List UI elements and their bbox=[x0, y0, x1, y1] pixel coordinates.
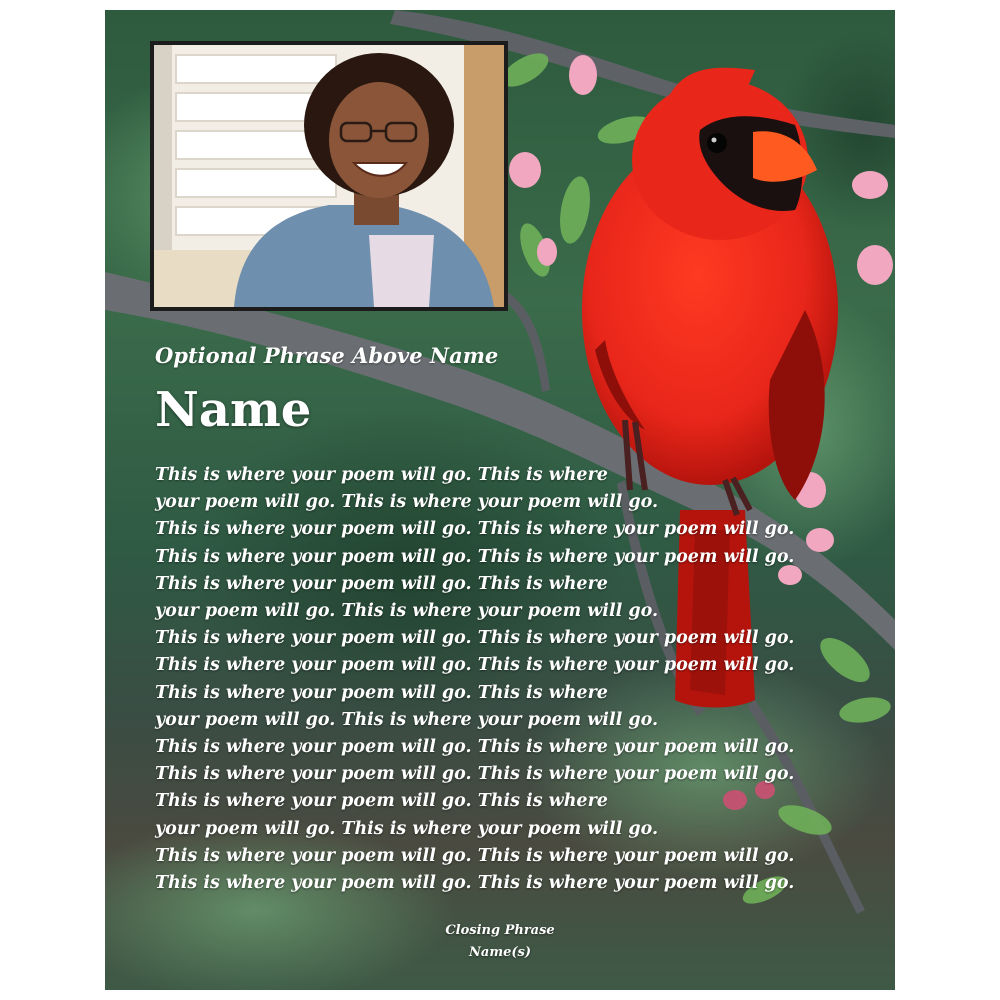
poem-line: This is where your poem will go. This is where your poem will go. bbox=[155, 845, 795, 866]
poem-line: This is where your poem will go. This is where bbox=[155, 682, 608, 703]
poem-line: This is where your poem will go. This is where your poem will go. bbox=[155, 546, 795, 567]
honoree-name: Name bbox=[155, 382, 312, 438]
poem-line: This is where your poem will go. This is where your poem will go. bbox=[155, 519, 795, 540]
poem-line: your poem will go. This is where your poem will go. bbox=[155, 601, 659, 622]
poem-body bbox=[155, 462, 815, 897]
memorial-poster bbox=[105, 10, 895, 990]
photo-portrait bbox=[154, 45, 504, 307]
memorial-photo bbox=[150, 41, 508, 311]
poem-line: This is where your poem will go. This is where your poem will go. bbox=[155, 655, 795, 676]
optional-phrase: Optional Phrase Above Name bbox=[155, 343, 499, 368]
poem-line: your poem will go. This is where your poem will go. bbox=[155, 492, 659, 513]
poem-line: This is where your poem will go. This is where bbox=[155, 573, 608, 594]
poem-line: This is where your poem will go. This is where your poem will go. bbox=[155, 737, 795, 758]
poem-line: This is where your poem will go. This is where bbox=[155, 791, 608, 812]
poem-line: This is where your poem will go. This is where your poem will go. bbox=[155, 628, 795, 649]
closing-names: Name(s) bbox=[469, 945, 531, 960]
poem-line: This is where your poem will go. This is where your poem will go. bbox=[155, 873, 795, 894]
closing-phrase: Closing Phrase bbox=[445, 923, 555, 938]
poem-line: your poem will go. This is where your poem will go. bbox=[155, 709, 659, 730]
poem-line: your poem will go. This is where your poem will go. bbox=[155, 818, 659, 839]
poem-line: This is where your poem will go. This is where bbox=[155, 465, 608, 485]
poem-line: This is where your poem will go. This is where your poem will go. bbox=[155, 764, 795, 785]
